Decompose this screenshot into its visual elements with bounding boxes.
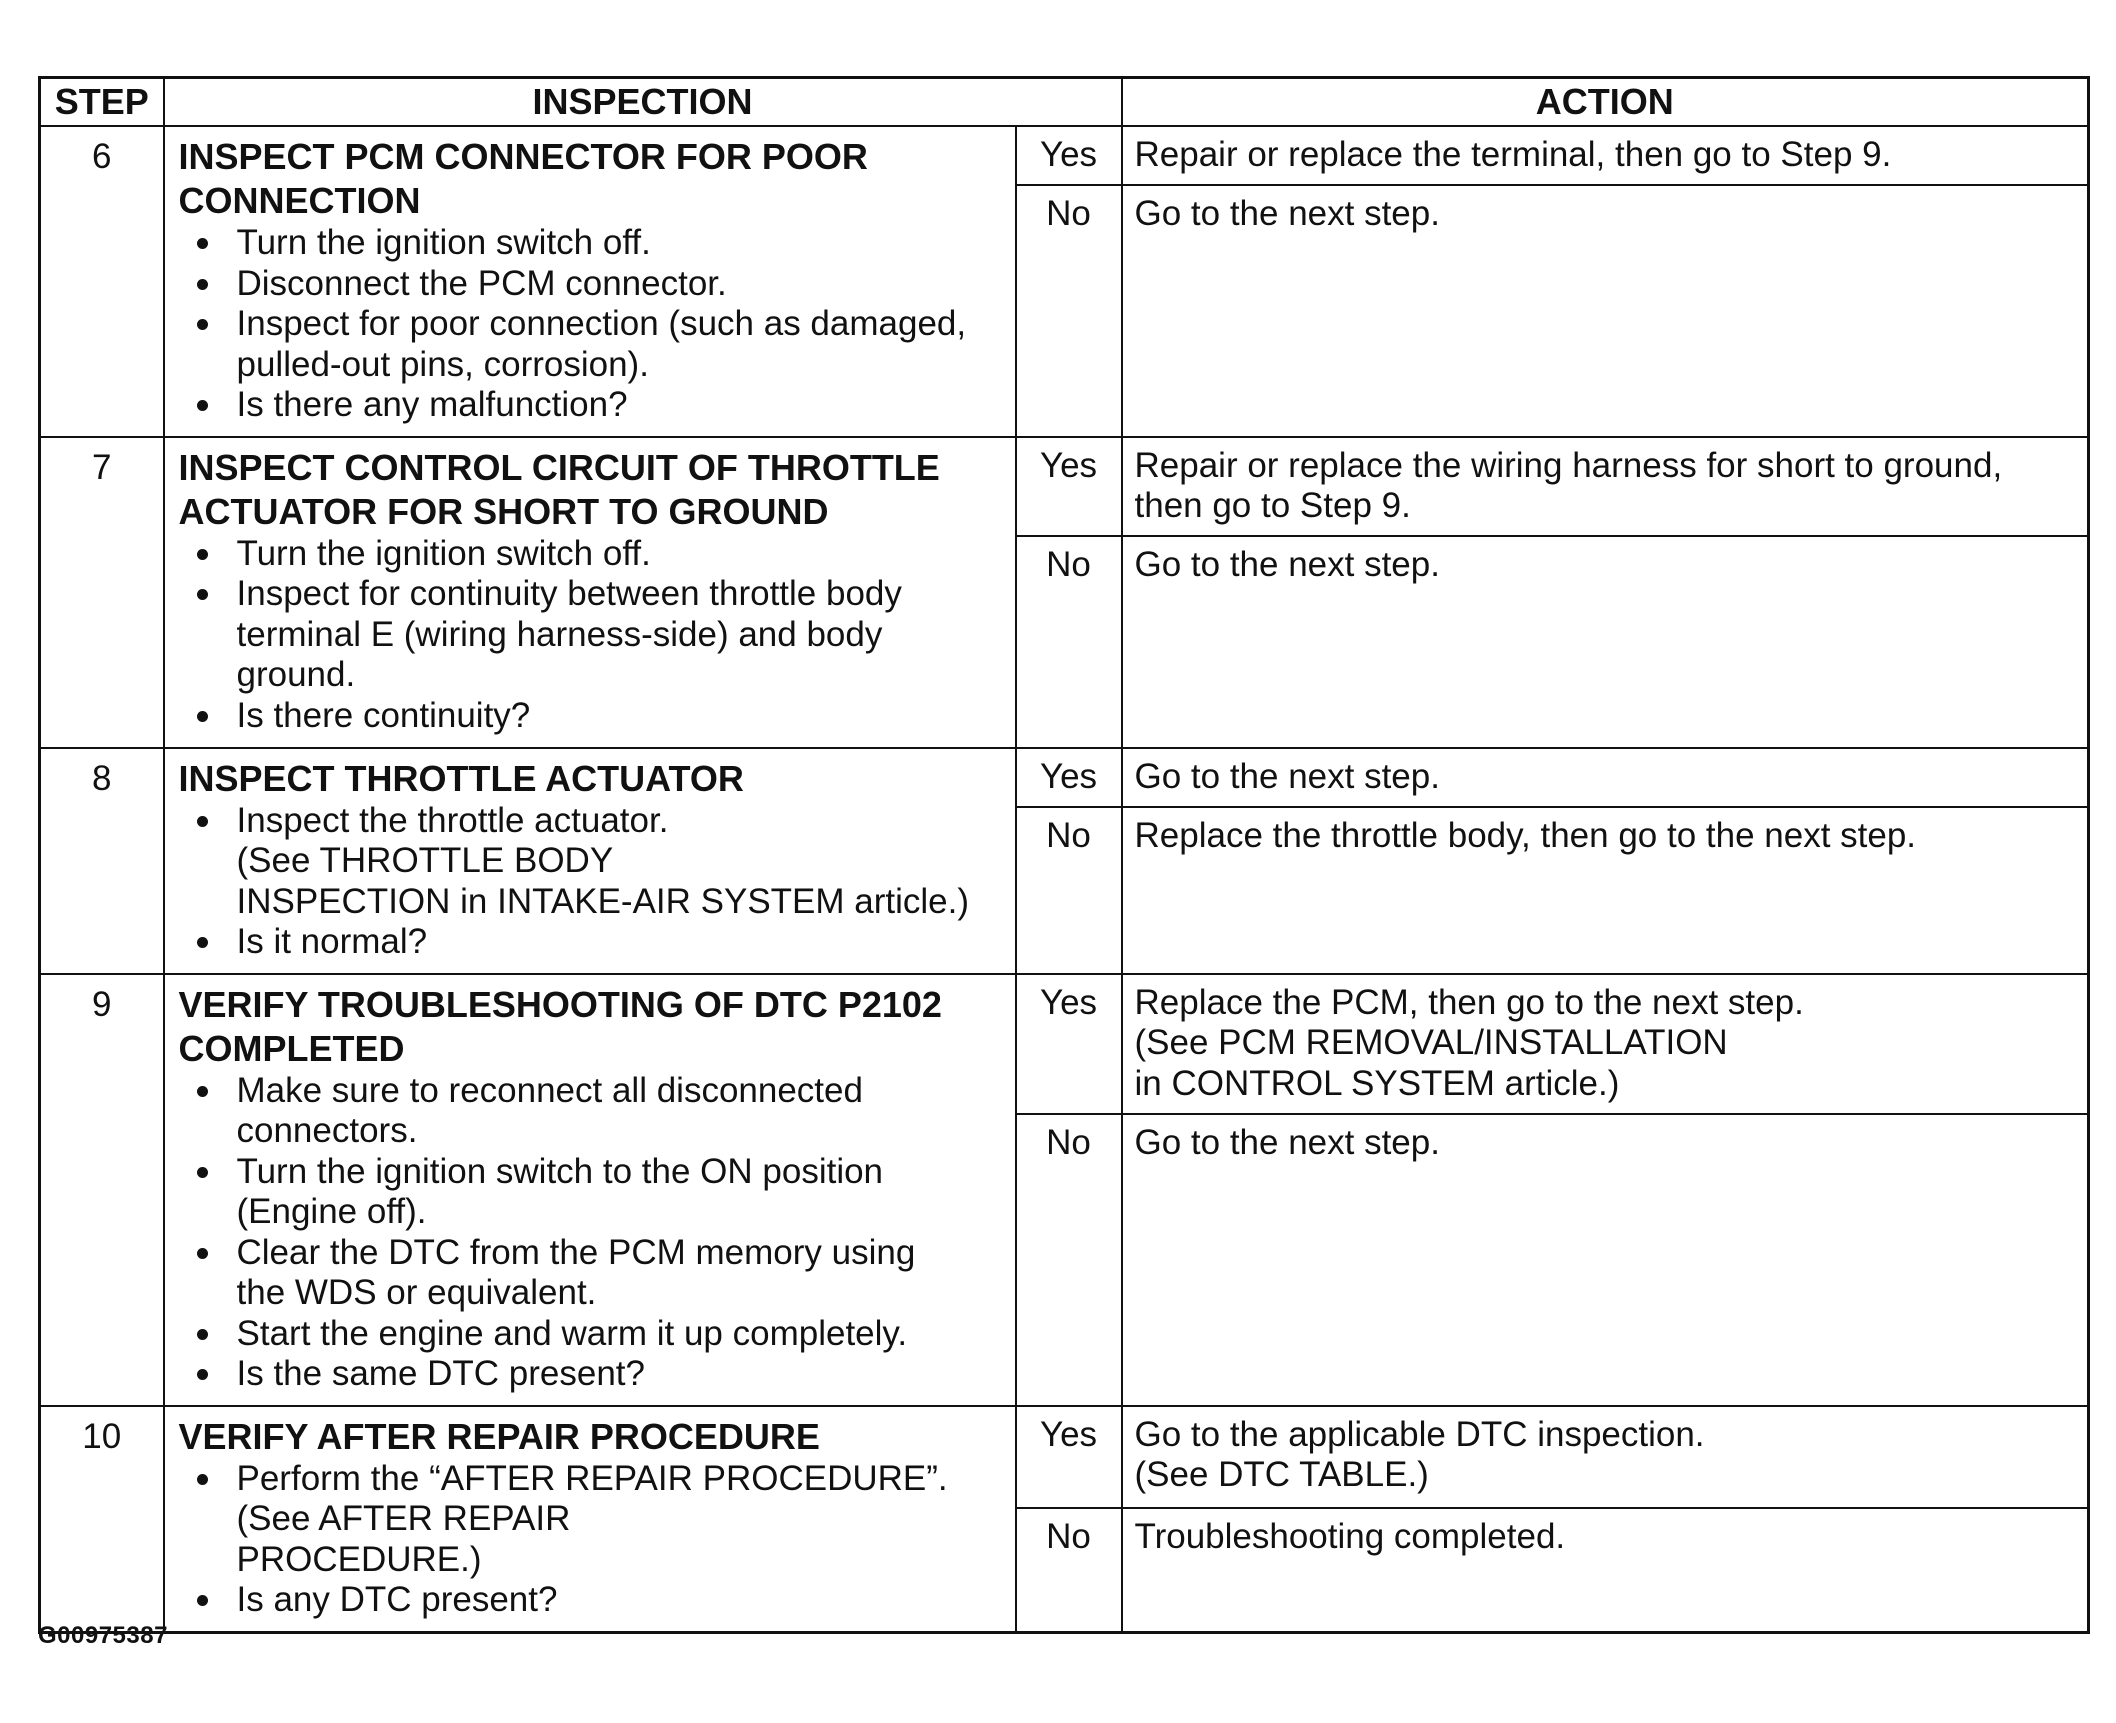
inspection-title xyxy=(179,446,1005,534)
yes-action-line: Go to the applicable DTC inspection. xyxy=(1134,1414,1705,1454)
inspection-step-text: Clear the DTC from the PCM memory using xyxy=(236,1232,916,1272)
inspection-step-item xyxy=(191,264,1005,305)
inspection-title-line: ACTUATOR FOR SHORT TO GROUND xyxy=(178,490,829,532)
inspection-step-text: Is there continuity? xyxy=(236,695,531,735)
inspection-step-item xyxy=(191,1459,1005,1581)
inspection-step-item xyxy=(191,1354,1005,1395)
no-action xyxy=(1122,536,2089,748)
inspection-title-line: INSPECT THROTTLE ACTUATOR xyxy=(178,757,744,799)
step-number: 9 xyxy=(40,974,164,1406)
inspection-title-line: COMPLETED xyxy=(178,1027,405,1069)
no-action-line: Go to the next step. xyxy=(1134,1122,1440,1162)
yes-action xyxy=(1122,437,2089,536)
inspection-step-text: pulled-out pins, corrosion). xyxy=(236,344,649,384)
no-action-line: Go to the next step. xyxy=(1134,193,1440,233)
inspection-step-item xyxy=(191,574,1005,696)
inspection-step-item xyxy=(191,922,1005,963)
step-number: 7 xyxy=(40,437,164,748)
yes-action-line: (See PCM REMOVAL/INSTALLATION xyxy=(1134,1023,1728,1062)
table-header-row xyxy=(40,78,2089,127)
inspection-step-item xyxy=(191,1152,1005,1233)
step-number: 8 xyxy=(40,748,164,974)
yes-action xyxy=(1122,974,2089,1114)
inspection-title-line: VERIFY AFTER REPAIR PROCEDURE xyxy=(178,1415,820,1457)
inspection-step-item xyxy=(191,304,1005,385)
inspection-step-text: (Engine off). xyxy=(236,1192,427,1231)
figure-id: G00975387 xyxy=(38,1622,168,1649)
action-column-header: ACTION xyxy=(1122,78,2089,127)
inspection-step-text: connectors. xyxy=(236,1111,418,1150)
inspection-title-line: CONNECTION xyxy=(178,180,421,221)
yes-action xyxy=(1122,1406,2089,1508)
inspection-step-text: (See AFTER REPAIR xyxy=(236,1499,571,1538)
inspection-steps-list xyxy=(179,801,1005,963)
no-label: No xyxy=(1016,807,1122,974)
table-row xyxy=(40,748,2089,807)
table-row xyxy=(40,126,2089,185)
inspection-step-text: Disconnect the PCM connector. xyxy=(236,263,727,303)
yes-action xyxy=(1122,748,2089,807)
inspection-step-item xyxy=(191,223,1005,264)
inspection-step-text: INSPECTION in INTAKE-AIR SYSTEM article.) xyxy=(236,881,970,921)
table-body xyxy=(40,126,2089,1632)
inspection-title xyxy=(179,757,1005,801)
inspection-steps-list xyxy=(179,223,1005,426)
table-row xyxy=(40,974,2089,1114)
inspection-cell xyxy=(164,126,1016,437)
inspection-step-item xyxy=(191,1580,1005,1621)
inspection-steps-list xyxy=(179,534,1005,737)
inspection-step-text: Is the same DTC present? xyxy=(236,1354,645,1393)
inspection-cell xyxy=(164,1406,1016,1633)
inspection-step-text: ground. xyxy=(236,655,356,694)
table-row xyxy=(40,437,2089,536)
inspection-step-text: Turn the ignition switch off. xyxy=(236,533,651,573)
inspection-step-item xyxy=(191,534,1005,575)
inspection-steps-list xyxy=(179,1459,1005,1621)
no-action xyxy=(1122,1508,2089,1632)
inspection-cell xyxy=(164,437,1016,748)
inspection-step-text: Turn the ignition switch off. xyxy=(236,223,651,262)
yes-action-line: Repair or replace the terminal, then go to Step 9. xyxy=(1134,135,1892,174)
inspection-step-text: Start the engine and warm it up completely. xyxy=(236,1313,908,1353)
no-label: No xyxy=(1016,536,1122,748)
no-action xyxy=(1122,1114,2089,1406)
no-action-line: Replace the throttle body, then go to the next step. xyxy=(1134,815,1917,855)
no-label: No xyxy=(1016,1114,1122,1406)
inspection-step-item xyxy=(191,1071,1005,1152)
inspection-column-header: INSPECTION xyxy=(164,78,1122,127)
inspection-step-text: Is it normal? xyxy=(236,922,428,961)
step-number: 6 xyxy=(40,126,164,437)
inspection-step-item xyxy=(191,1233,1005,1314)
no-action xyxy=(1122,185,2089,437)
no-label: No xyxy=(1016,1508,1122,1632)
inspection-step-text: PROCEDURE.) xyxy=(236,1539,482,1579)
inspection-step-text: (See THROTTLE BODY xyxy=(236,841,614,880)
step-column-header: STEP xyxy=(40,78,164,127)
yes-label: Yes xyxy=(1016,974,1122,1114)
inspection-step-text: terminal E (wiring harness-side) and body xyxy=(236,614,883,654)
inspection-title-line: INSPECT CONTROL CIRCUIT OF THROTTLE xyxy=(178,446,940,488)
step-number: 10 xyxy=(40,1406,164,1633)
inspection-step-text: Perform the “AFTER REPAIR PROCEDURE”. xyxy=(236,1458,948,1498)
no-action xyxy=(1122,807,2089,974)
inspection-step-item xyxy=(191,385,1005,426)
table-row xyxy=(40,1406,2089,1508)
inspection-step-text: the WDS or equivalent. xyxy=(236,1273,597,1312)
troubleshooting-table xyxy=(38,76,2090,1634)
inspection-step-text: Inspect for poor connection (such as damaged, xyxy=(236,304,967,343)
yes-label: Yes xyxy=(1016,437,1122,536)
yes-action-line: Go to the next step. xyxy=(1134,756,1440,796)
inspection-steps-list xyxy=(179,1071,1005,1395)
inspection-step-item xyxy=(191,801,1005,923)
yes-label: Yes xyxy=(1016,126,1122,185)
inspection-step-item xyxy=(191,1314,1005,1355)
inspection-step-text: Is any DTC present? xyxy=(236,1580,558,1619)
inspection-title xyxy=(179,983,1005,1071)
yes-action-line: (See DTC TABLE.) xyxy=(1134,1455,1429,1494)
inspection-step-item xyxy=(191,696,1005,737)
yes-action-line: in CONTROL SYSTEM article.) xyxy=(1134,1063,1620,1103)
no-action-line: Go to the next step. xyxy=(1134,544,1440,584)
inspection-cell xyxy=(164,974,1016,1406)
inspection-title xyxy=(179,1415,1005,1459)
inspection-title xyxy=(179,135,1005,223)
inspection-title-line: INSPECT PCM CONNECTOR FOR POOR xyxy=(178,136,868,177)
no-label: No xyxy=(1016,185,1122,437)
no-action-line: Troubleshooting completed. xyxy=(1134,1516,1566,1556)
inspection-step-text: Make sure to reconnect all disconnected xyxy=(236,1070,863,1110)
yes-action xyxy=(1122,126,2089,185)
yes-action-line: then go to Step 9. xyxy=(1134,486,1411,525)
inspection-step-text: Inspect the throttle actuator. xyxy=(236,800,669,840)
yes-action-line: Repair or replace the wiring harness for short to ground, xyxy=(1134,445,2003,485)
inspection-step-text: Is there any malfunction? xyxy=(236,385,628,424)
inspection-cell xyxy=(164,748,1016,974)
yes-label: Yes xyxy=(1016,748,1122,807)
inspection-title-line: VERIFY TROUBLESHOOTING OF DTC P2102 xyxy=(178,983,942,1025)
inspection-step-text: Turn the ignition switch to the ON position xyxy=(236,1151,884,1191)
yes-label: Yes xyxy=(1016,1406,1122,1508)
yes-action-line: Replace the PCM, then go to the next step. xyxy=(1134,982,1804,1022)
inspection-step-text: Inspect for continuity between throttle body xyxy=(236,574,902,613)
